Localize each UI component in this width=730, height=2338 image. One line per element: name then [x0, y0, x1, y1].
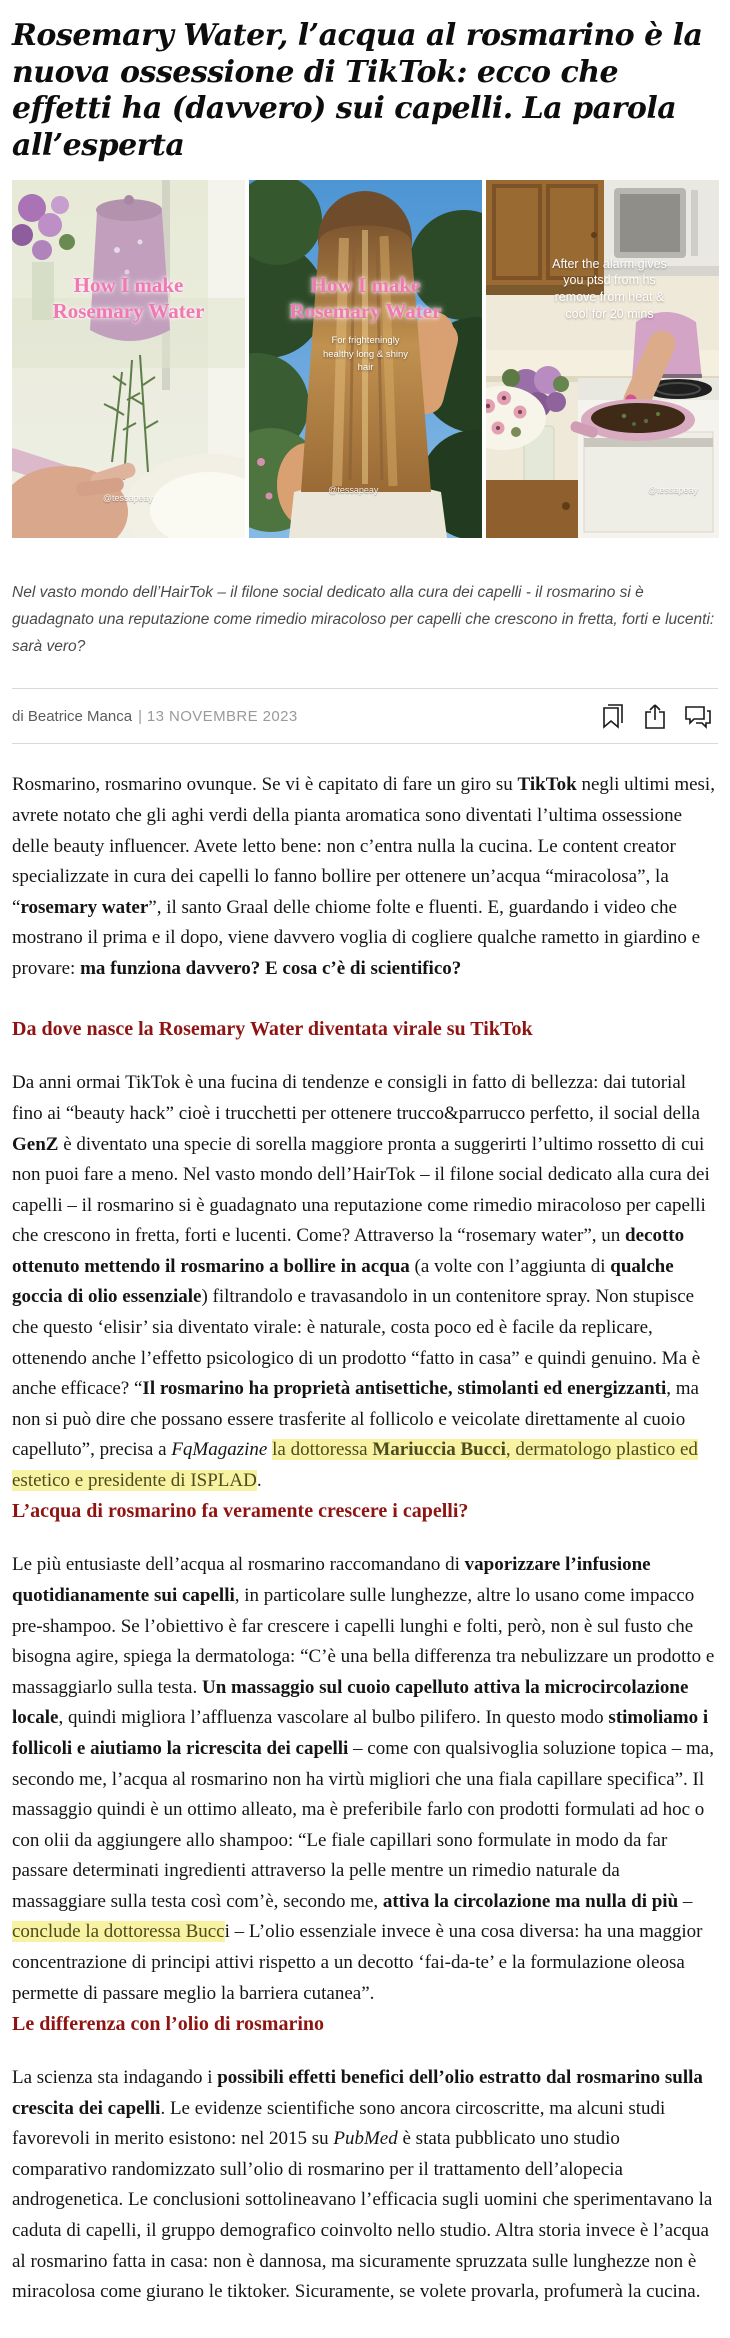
text-run: (a volte con l’aggiunta di [409, 1255, 611, 1277]
share-button[interactable] [642, 702, 668, 730]
paragraph-oil [12, 2063, 718, 2308]
text-run: ”, il santo Graal delle chiome folte e fluenti. E, guardando i video che mostrano il prima e il dopo, viene davvero voglia di cogliere qualche rametto in giardino e provare: [12, 896, 701, 979]
text-run: stimoliamo i follicoli e aiutiamo la ricrescita dei capelli [12, 1707, 709, 1759]
paragraph-growth [12, 1550, 718, 2009]
text-run: attiva la circolazione ma nulla di più [382, 1890, 679, 1912]
tiktok-watermark: @tessapeay [647, 485, 699, 496]
text-run: TikTok [517, 774, 577, 796]
tiktok-overlay-title: How I make Rosemary Water [289, 273, 442, 323]
bookmark-icon [600, 702, 626, 730]
kitchen-illustration [486, 180, 719, 538]
text-run: , in particolare sulle lunghezze, altre lo usano come impacco pre-shampoo. Se l’obiettivo è far crescere i capelli lunghi e folti, però, non è sul fusto che bisogna agire, spiega la dermatologa: “C’è una bella differenza tra nebulizzare un prodotto e massaggiarlo sulla testa. [12, 1585, 715, 1698]
text-run: vaporizzare l’infusione quotidianamente sui capelli [12, 1554, 651, 1607]
article-actions [600, 702, 718, 730]
text-run: , ma non si può dire che possano essere trasferite al follicolo e veicolate direttamente al cuoio capelluto”, precisa a [12, 1378, 699, 1461]
section-heading-oil: Le differenza con l’olio di rosmarino [12, 2013, 325, 2036]
text-run: possibili effetti benefici dell’olio estratto dal rosmarino sulla crescita dei capelli [12, 2067, 703, 2119]
text-run: rosemary water [20, 896, 149, 918]
long-hair-illustration [249, 180, 482, 538]
comments-button[interactable] [684, 702, 714, 730]
hero-photo-rosemary-kettle [12, 180, 245, 538]
text-run: FqMagazine [171, 1439, 268, 1461]
text-run: Un massaggio sul cuoio capelluto attiva la microcircolazione locale [12, 1676, 689, 1729]
text-run: decotto ottenuto mettendo il rosmarino a bollire in acqua [12, 1225, 685, 1277]
text-run: è diventato una specie di sorella maggiore pronta a suggerirti l’ultimo rossetto di cui non puoi fare a meno. Nel vasto mondo dell’HairTok – il filone social dedicato alla cura dei capelli – il rosmarino si è guadagnato una reputazione come rimedio miracoloso per capelli che crescono in fretta, forti e lucenti. Come? Attraverso la “rosemary water”, un [12, 1133, 710, 1247]
text-run: Il rosmarino ha proprietà antisettiche, stimolanti ed energizzanti [142, 1378, 667, 1400]
byline-bar [12, 688, 718, 744]
tiktok-overlay-subtitle: For frighteningly healthy long & shiny hair [322, 335, 409, 373]
image-caption: Nel vasto mondo dell’HairTok – il filone social dedicato alla cura dei capelli - il rosmarino si è guadagnato una reputazione come rimedio miracoloso per capelli che crescono in fretta, forti e lucenti: sarà vero? [12, 584, 715, 655]
tiktok-overlay-title: How I make Rosemary Water [52, 273, 205, 323]
tiktok-watermark: @tessapeay [102, 492, 154, 503]
share-icon [642, 702, 668, 730]
hero-photo-long-hair [249, 180, 482, 538]
text-run: . [256, 1469, 262, 1491]
byline [12, 708, 298, 725]
expert-link[interactable]: , dermatologo plastico ed estetico e presidente di ISPLAD [12, 1439, 698, 1491]
bookmark-button[interactable] [600, 702, 626, 730]
text-run: ) filtrandolo e travasandolo in un contenitore spray. Non stupisce che questo ‘elisir’ sia diventato virale: è naturale, costa poco ed è facile da replicare, ottenendo anche l’effetto psicologico di un prodotto “fatto in casa” e quindi genuino. Ma è anche efficace? “ [12, 1286, 701, 1400]
tiktok-watermark: @tessapeay [328, 485, 379, 496]
text-run: GenZ [12, 1133, 59, 1155]
text-run: i – L’olio essenziale invece è una cosa diversa: ha una maggior concentrazione di principi attivi rispetto a un decotto ‘fai-da-te’ e la formulazione oleosa permette di passare meglio la barriera cutanea”. [12, 1921, 703, 2004]
publish-date: | 13 NOVEMBRE 2023 [138, 707, 298, 725]
hero-image-strip [12, 180, 718, 538]
text-run: qualche goccia di olio essenziale [12, 1255, 674, 1308]
text-run: Rosmarino, rosmarino ovunque. Se vi è capitato di fare un giro su [12, 774, 518, 796]
article-body [12, 770, 718, 2307]
text-run: – come con qualsivoglia soluzione topica – ma, secondo me, l’acqua al rosmarino non ha virtù migliori che una fiala capillare specifica”. Il massaggio quindi è un ottimo alleato, ma è preferibile farlo con prodotti formulati ad hoc o con olii da aggiungere allo shampoo: “Le fiale capillari sono formulate in modo da far passare determinati ingredienti attraverso la pelle mentre un rimedio naturale da massaggiare sulla testa così com’è, secondo me, [12, 1737, 714, 1912]
rosemary-kettle-illustration [12, 180, 245, 538]
tiktok-overlay-text: After the alarm gives you ptsd from hs remove from heat & cool for 20 mins [552, 256, 667, 322]
expert-link[interactable]: la dottoressa [272, 1439, 373, 1461]
text-run: – [678, 1890, 693, 1912]
text-run: negli ultimi mesi, avrete notato che gli aghi verdi della pianta aromatica sono diventati l’ultima ossessione delle beauty influencer. Avete letto bene: non c’entra nulla la cucina. Le content creator specializzate in cura dei capelli lo fanno bollire per ottenere un’acqua “miracolosa”, la “ [12, 774, 715, 918]
text-run: ma funziona davvero? E cosa c’è di scientifico? [80, 957, 462, 979]
hero-figure [12, 180, 718, 660]
text-run: La scienza sta indagando i [12, 2067, 218, 2089]
expert-link[interactable]: Mariuccia Bucci [372, 1439, 506, 1461]
section-heading-growth: L’acqua di rosmarino fa veramente crescere i capelli? [12, 1500, 469, 1523]
paragraph-intro [12, 770, 718, 984]
text-run: è stata pubblicato uno studio comparativo randomizzato sull’olio di rosmarino per il trattamento dell’alopecia androgenetica. Le conclusioni sottolineavano l’efficacia sugli uomini che sperimentavano la caduta di capelli, il gruppo demografico coinvolto nello studio. Altra storia invece è l’acqua al rosmarino fatta in casa: non è dannosa, ma sicuramente spruzzata sulle lunghezze non è miracolosa come giurano le tiktoker. Sicuramente, se volete provarla, profumerà la cucina. [12, 2128, 713, 2303]
text-run: PubMed [333, 2128, 398, 2150]
text-run: . Le evidenze scientifiche sono ancora circoscritte, ma alcuni studi favorevoli in merito esistono: nel 2015 su [12, 2097, 666, 2150]
page-title: Rosemary Water, l’acqua al rosmarino è la nuova ossessione di TikTok: ecco che effetti ha (davvero) sui capelli. La parola all’esperta [12, 18, 703, 163]
hero-photo-kitchen-boiling [486, 180, 719, 538]
text-run: , quindi migliora l’affluenza vascolare al bulbo pilifero. In questo modo [58, 1707, 609, 1729]
text-run: Da anni ormai TikTok è una fucina di tendenze e consigli in fatto di bellezza: dai tutorial fino ai “beauty hack” cioè i trucchetti per ottenere trucco&parrucco perfetto, il social della [12, 1072, 700, 1124]
paragraph-origin [12, 1068, 718, 1496]
comments-icon [684, 702, 714, 730]
text-run: Le più entusiaste dell’acqua al rosmarino raccomandano di [12, 1554, 465, 1576]
section-heading-origin: Da dove nasce la Rosemary Water diventata virale su TikTok [12, 1018, 533, 1041]
author-name[interactable]: di Beatrice Manca [12, 707, 133, 725]
expert-link[interactable]: conclude la dottoressa Bucc [12, 1921, 225, 1943]
